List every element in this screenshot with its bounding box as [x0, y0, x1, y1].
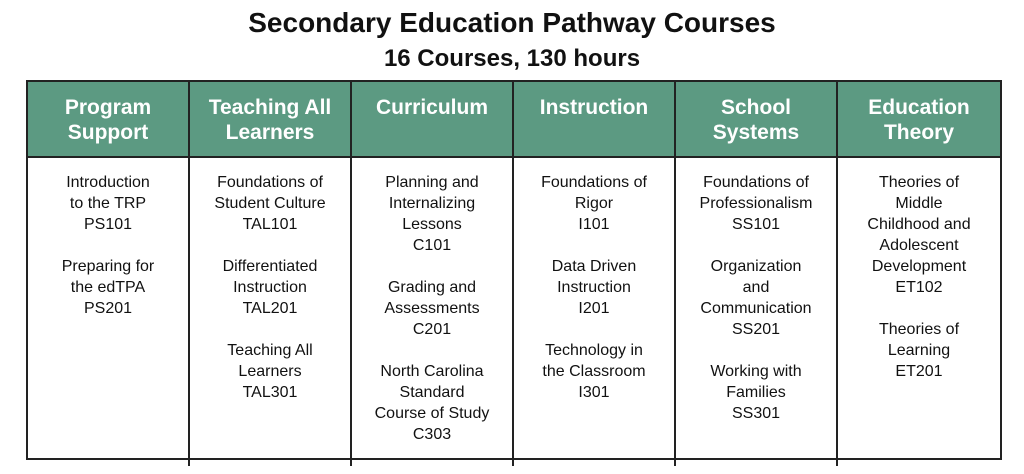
course-title-line: Data Driven: [551, 258, 637, 275]
course-title-line: Differentiated: [222, 258, 318, 275]
column-header-line: Theory: [883, 121, 954, 144]
course-title-line: Families: [726, 384, 786, 401]
column-header-line: Program: [64, 96, 152, 119]
course-title-line: Theories of: [878, 321, 960, 338]
course-code: I101: [578, 216, 610, 233]
course-title-line: Learning: [887, 342, 951, 359]
course-entry: [34, 172, 182, 235]
course-table: [26, 80, 1002, 460]
course-entry: [682, 256, 830, 340]
column-header-line: Curriculum: [375, 96, 488, 119]
course-code: PS201: [83, 300, 133, 317]
column-header: [676, 82, 838, 158]
course-code: I201: [578, 300, 610, 317]
column-header: [838, 82, 1000, 158]
column-header-line: Learners: [225, 121, 315, 144]
column-courses: [676, 158, 838, 466]
course-entry: [682, 172, 830, 235]
course-title-line: North Carolina: [380, 363, 484, 380]
page-title: Secondary Education Pathway Courses: [248, 7, 776, 38]
column-header: [28, 82, 190, 158]
course-code: PS101: [83, 216, 133, 233]
course-title-line: Learners: [238, 363, 302, 380]
course-title-line: Assessments: [384, 300, 480, 317]
course-title-line: Preparing for: [61, 258, 155, 275]
course-title-line: Development: [871, 258, 967, 275]
course-title-line: the edTPA: [70, 279, 146, 296]
course-title-line: Instruction: [233, 279, 307, 296]
course-code: SS301: [731, 405, 781, 422]
course-code: C303: [412, 426, 452, 443]
column-header: [190, 82, 352, 158]
column-courses: [28, 158, 190, 466]
course-code: C101: [412, 237, 452, 254]
page-subtitle: 16 Courses, 130 hours: [383, 45, 641, 72]
course-code: C201: [412, 321, 452, 338]
course-title-line: Adolescent: [879, 237, 959, 254]
course-entry: [520, 172, 668, 235]
column-courses: [190, 158, 352, 466]
course-title-line: Childhood and: [867, 216, 971, 233]
course-title-line: Organization: [710, 258, 802, 275]
course-title-line: Instruction: [557, 279, 631, 296]
course-code: ET201: [895, 363, 943, 380]
column-header-line: Systems: [712, 121, 800, 144]
column-header: [352, 82, 514, 158]
course-title-line: Professionalism: [699, 195, 813, 212]
column-header-line: Education: [868, 96, 970, 119]
course-entry: [34, 256, 182, 319]
course-entry: [520, 256, 668, 319]
course-title-line: Student Culture: [214, 195, 326, 212]
course-entry: [844, 319, 994, 382]
course-code: TAL101: [242, 216, 298, 233]
column-courses: [352, 158, 514, 466]
course-title-line: Communication: [700, 300, 812, 317]
course-code: TAL301: [242, 384, 298, 401]
course-title-line: Middle: [895, 195, 943, 212]
column-header-line: Teaching All: [208, 96, 332, 119]
column-header-line: School: [720, 96, 791, 119]
course-title-line: Planning and: [385, 174, 479, 191]
column-header-line: Instruction: [539, 96, 649, 119]
column-courses: [838, 158, 1000, 466]
course-title-line: Internalizing: [388, 195, 476, 212]
course-title-line: Theories of: [878, 174, 960, 191]
course-entry: [520, 340, 668, 403]
course-entry: [682, 361, 830, 424]
course-title-line: Foundations of: [703, 174, 809, 191]
course-title-line: Teaching All: [227, 342, 313, 359]
course-entry: [358, 172, 506, 256]
course-entry: [358, 361, 506, 445]
course-entry: [196, 256, 344, 319]
course-entry: [844, 172, 994, 298]
course-entry: [196, 340, 344, 403]
course-title-line: the Classroom: [542, 363, 646, 380]
course-title-line: Technology in: [545, 342, 643, 359]
course-title-line: Grading and: [387, 279, 477, 296]
course-entry: [196, 172, 344, 235]
course-code: SS101: [731, 216, 781, 233]
course-code: ET102: [895, 279, 943, 296]
course-title-line: Rigor: [574, 195, 614, 212]
course-code: I301: [578, 384, 610, 401]
course-title-line: Course of Study: [374, 405, 490, 422]
course-title-line: to the TRP: [69, 195, 147, 212]
course-title-line: Lessons: [402, 216, 462, 233]
course-entry: [358, 277, 506, 340]
course-code: TAL201: [242, 300, 298, 317]
course-title-line: Foundations of: [217, 174, 323, 191]
column-header: [514, 82, 676, 158]
course-title-line: Foundations of: [541, 174, 647, 191]
course-title-line: Introduction: [66, 174, 150, 191]
course-code: SS201: [731, 321, 781, 338]
course-title-line: Working with: [710, 363, 802, 380]
column-courses: [514, 158, 676, 466]
course-title-line: and: [742, 279, 770, 296]
column-header-line: Support: [67, 121, 149, 144]
course-title-line: Standard: [399, 384, 465, 401]
